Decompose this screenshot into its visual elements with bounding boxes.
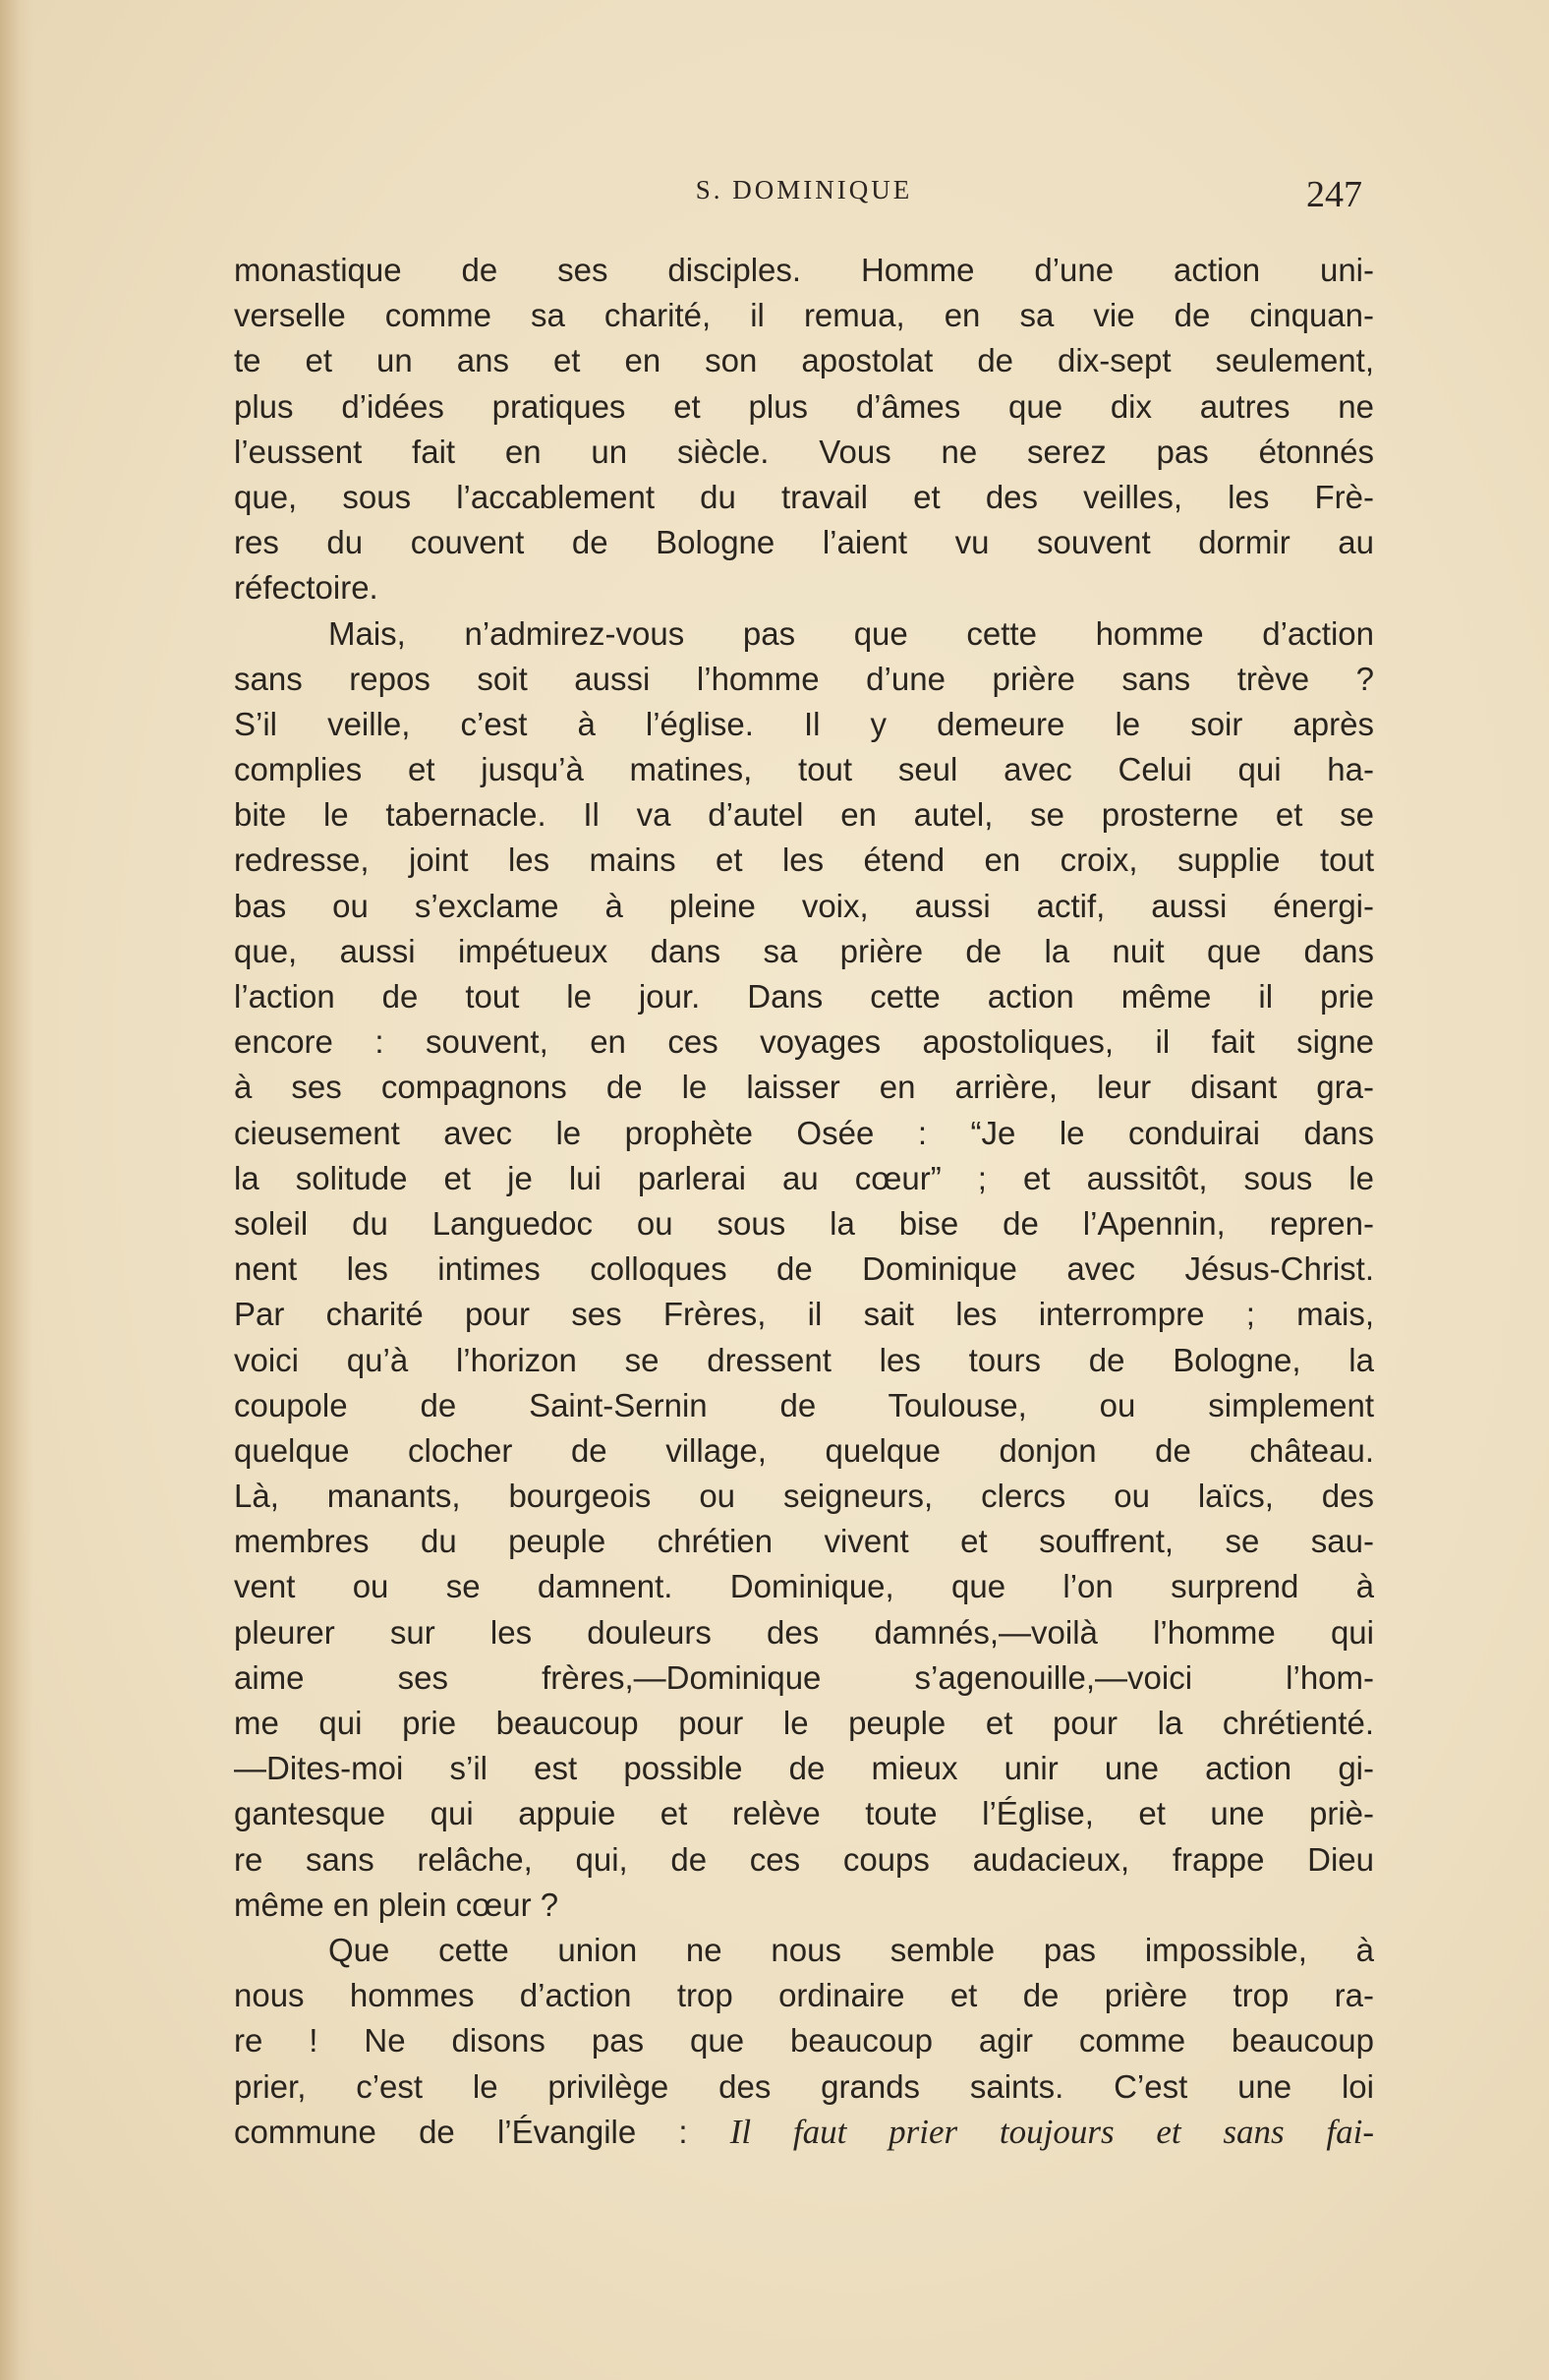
paragraph-start-line: Que cette union ne nous semble pas impossible, à	[328, 1931, 1374, 1968]
text-line: bas ou s’exclame à pleine voix, aussi actif, aussi énergi-	[234, 887, 1374, 924]
running-title: S. DOMINIQUE	[695, 175, 913, 204]
text-line: prier, c’est le privilège des grands saints. C’est une loi	[234, 2067, 1374, 2105]
final-text-line	[234, 2110, 1374, 2155]
text-line: verselle comme sa charité, il remua, en sa vie de cinquan-	[234, 297, 1374, 334]
text-line: à ses compagnons de le laisser en arrière, leur disant gra-	[234, 1069, 1374, 1106]
text-line: coupole de Saint-Sernin de Toulouse, ou simplement	[234, 1386, 1374, 1423]
text-line: re sans relâche, qui, de ces coups audacieux, frappe Dieu	[234, 1840, 1374, 1878]
text-line: cieusement avec le prophète Osée : “Je le conduirai dans	[234, 1114, 1374, 1151]
text-line: quelque clocher de village, quelque donjon de château.	[234, 1431, 1374, 1469]
running-head	[234, 175, 1374, 224]
text-line: encore : souvent, en ces voyages apostoliques, il fait signe	[234, 1023, 1374, 1061]
binding-gutter	[0, 0, 33, 2380]
text-line: S’il veille, c’est à l’église. Il y demeure le soir après	[234, 705, 1374, 742]
text-line: me qui prie beaucoup pour le peuple et pour la chrétienté.	[234, 1705, 1374, 1741]
text-line: l’eussent fait en un siècle. Vous ne serez pas étonnés	[234, 433, 1374, 470]
paragraph-end-line: réfectoire.	[234, 569, 378, 607]
text-line: complies et jusqu’à matines, tout seul avec Celui qui ha-	[234, 751, 1374, 788]
text-line: pleurer sur les douleurs des damnés,—voilà l’homme qui	[234, 1613, 1374, 1651]
text-line: que, sous l’accablement du travail et des veilles, les Frè-	[234, 478, 1374, 515]
text-line: re ! Ne disons pas que beaucoup agir comme beaucoup	[234, 2022, 1374, 2060]
text-line: monastique de ses disciples. Homme d’une action uni-	[234, 252, 1374, 288]
final-line-italic: Il faut prier toujours et sans fai-	[729, 2112, 1374, 2151]
text-line: redresse, joint les mains et les étend en croix, supplie tout	[234, 842, 1374, 879]
text-line: Là, manants, bourgeois ou seigneurs, clercs ou laïcs, des	[234, 1478, 1374, 1515]
text-line: res du couvent de Bologne l’aient vu souvent dormir au	[234, 524, 1374, 561]
text-line: l’action de tout le jour. Dans cette action même il prie	[234, 978, 1374, 1015]
paragraph-start-line: Mais, n’admirez-vous pas que cette homme d’action	[328, 614, 1374, 652]
text-line: gantesque qui appuie et relève toute l’Église, et une priè-	[234, 1795, 1374, 1832]
final-line-roman: commune de l’Évangile :	[234, 2113, 730, 2150]
page-number: 247	[1306, 174, 1362, 215]
text-line: que, aussi impétueux dans sa prière de la nuit que dans	[234, 932, 1374, 969]
text-line: —Dites-moi s’il est possible de mieux unir une action gi-	[234, 1750, 1374, 1787]
text-line: vent ou se damnent. Dominique, que l’on surprend à	[234, 1568, 1374, 1605]
body-text	[234, 248, 1374, 2155]
paragraph-end-line: même en plein cœur ?	[234, 1886, 559, 1923]
text-line: nent les intimes colloques de Dominique avec Jésus-Christ.	[234, 1250, 1374, 1288]
text-line: nous hommes d’action trop ordinaire et de prière trop ra-	[234, 1977, 1374, 2014]
text-line: aime ses frères,—Dominique s’agenouille,—voici l’hom-	[234, 1658, 1374, 1696]
text-line: Par charité pour ses Frères, il sait les interrompre ; mais,	[234, 1296, 1374, 1333]
text-line: plus d’idées pratiques et plus d’âmes que dix autres ne	[234, 387, 1374, 425]
text-line: la solitude et je lui parlerai au cœur” ; et aussitôt, sous le	[234, 1159, 1374, 1196]
text-line: sans repos soit aussi l’homme d’une prière sans trève ?	[234, 660, 1374, 697]
text-line: soleil du Languedoc ou sous la bise de l’Apennin, repren-	[234, 1204, 1374, 1242]
text-line: bite le tabernacle. Il va d’autel en autel, se prosterne et se	[234, 796, 1374, 834]
text-line: voici qu’à l’horizon se dressent les tours de Bologne, la	[234, 1341, 1374, 1378]
text-line: membres du peuple chrétien vivent et souffrent, se sau-	[234, 1523, 1374, 1560]
text-line: te et un ans et en son apostolat de dix-sept seulement,	[234, 342, 1374, 379]
